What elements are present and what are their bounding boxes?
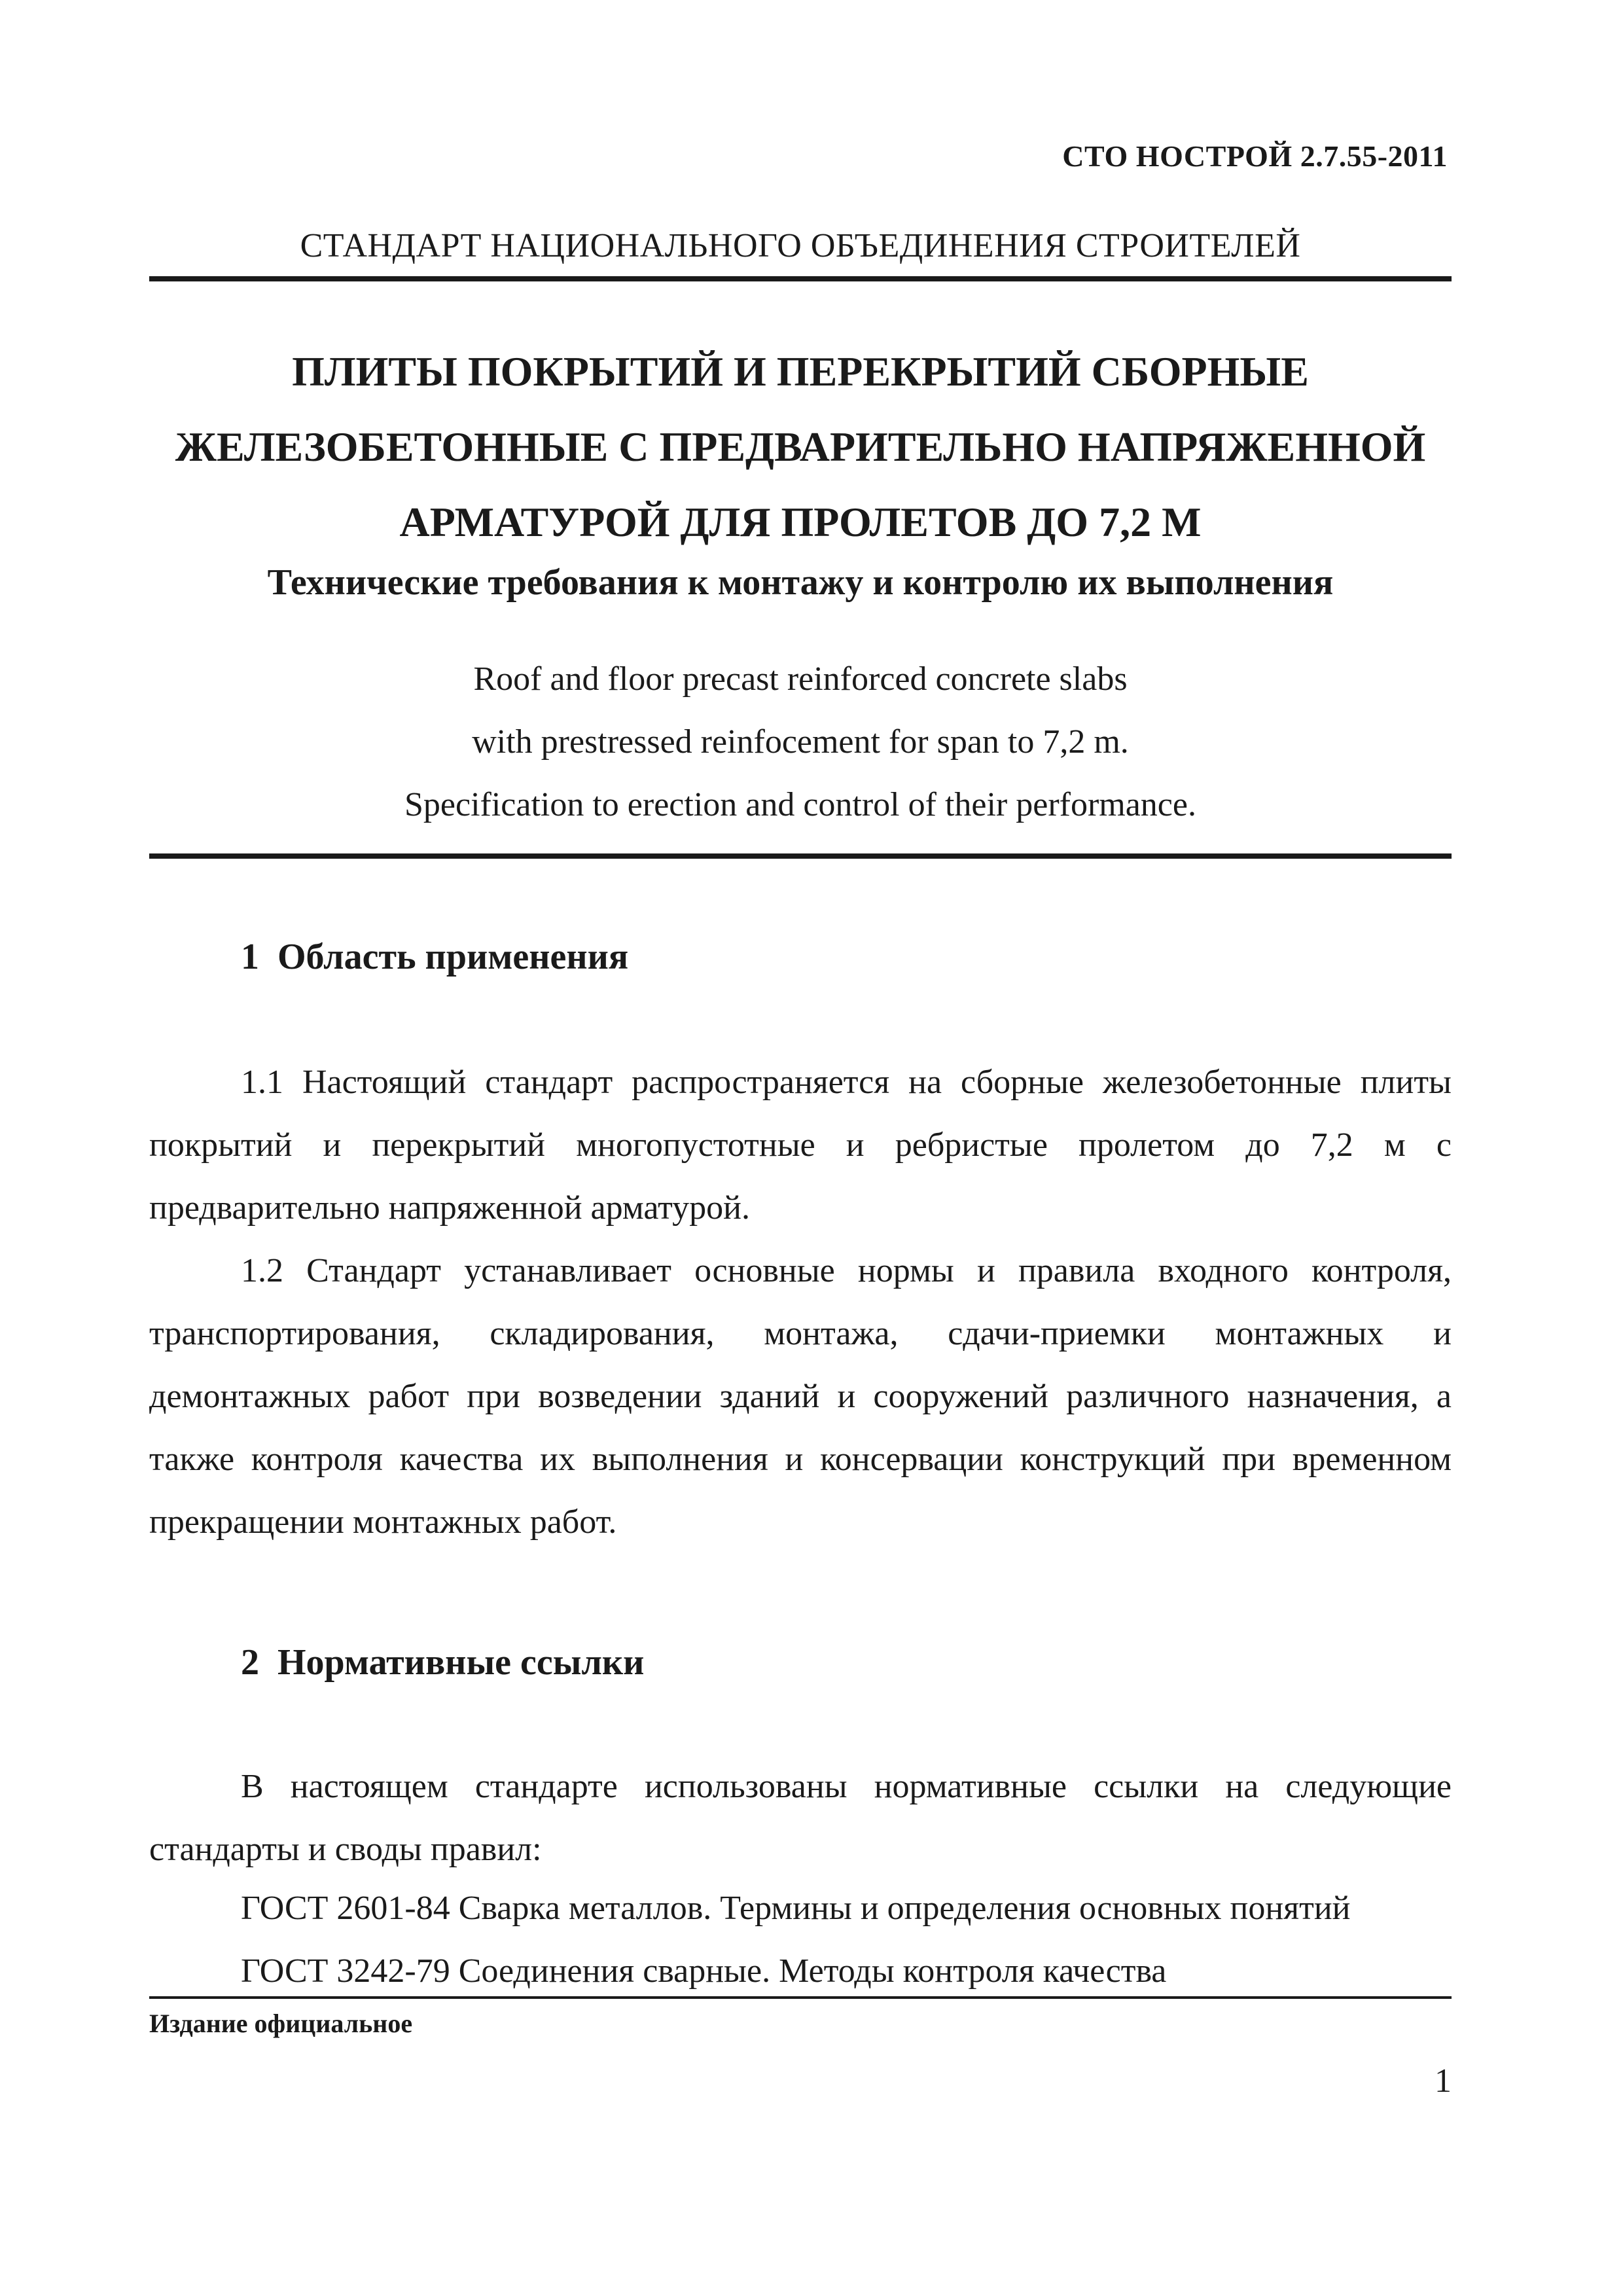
page-number: 1 (1435, 2062, 1452, 2100)
title-line-1: ПЛИТЫ ПОКРЫТИЙ И ПЕРЕКРЫТИЙ СБОРНЫЕ (292, 348, 1309, 395)
header-divider (149, 276, 1452, 281)
paragraph-1-2: 1.2 Стандарт устанавливает основные нормы и правила входного контроля, транспортирования, складирования, монтажа, сдачи-приемки монтажных и демонтажных работ при возведении зданий и сооружений различного назначения, а также контроля качества их выполнения и консервации конструкций при временном прекращении монтажных работ. (149, 1252, 1452, 1541)
section-number: 1 (241, 937, 259, 977)
english-title-line-1: Roof and floor precast reinforced concrete slabs (473, 660, 1128, 698)
section-number: 2 (241, 1642, 259, 1683)
document-title (149, 334, 1452, 560)
organization-title: СТАНДАРТ НАЦИОНАЛЬНОГО ОБЪЕДИНЕНИЯ СТРОИТЕЛЕЙ (300, 227, 1301, 264)
title-line-2: ЖЕЛЕЗОБЕТОННЫЕ С ПРЕДВАРИТЕЛЬНО НАПРЯЖЕННОЙ (175, 423, 1426, 470)
paragraph-1-1: 1.1 Настоящий стандарт распространяется на сборные железобетонные плиты покрытий и перекрытий многопустотные и ребристые пролетом до 7,2 м с предварительно напряженной арматурой. (149, 1064, 1452, 1227)
english-title (149, 648, 1452, 836)
reference-item: ГОСТ 3242-79 Соединения сварные. Методы контроля качества (241, 1952, 1167, 1990)
english-title-line-2: with prestressed reinfocement for span to 7,2 m. (472, 723, 1129, 761)
section-title: Область применения (277, 937, 629, 977)
document-subtitle: Технические требования к монтажу и контролю их выполнения (267, 562, 1334, 603)
section-heading-scope (241, 936, 628, 978)
section-heading-references (241, 1641, 644, 1683)
title-line-3: АРМАТУРОЙ ДЛЯ ПРОЛЕТОВ ДО 7,2 М (399, 499, 1202, 545)
section-title: Нормативные ссылки (277, 1642, 645, 1683)
references-intro: В настоящем стандарте использованы нормативные ссылки на следующие стандарты и своды правил: (149, 1768, 1452, 1868)
document-code: СТО НОСТРОЙ 2.7.55-2011 (1062, 139, 1448, 173)
english-title-line-3: Specification to erection and control of their performance. (404, 786, 1196, 823)
edition-label: Издание официальное (149, 2009, 413, 2038)
title-divider (149, 853, 1452, 859)
reference-item: ГОСТ 2601-84 Сварка металлов. Термины и определения основных понятий (241, 1890, 1351, 1927)
footer-divider (149, 1996, 1452, 1999)
